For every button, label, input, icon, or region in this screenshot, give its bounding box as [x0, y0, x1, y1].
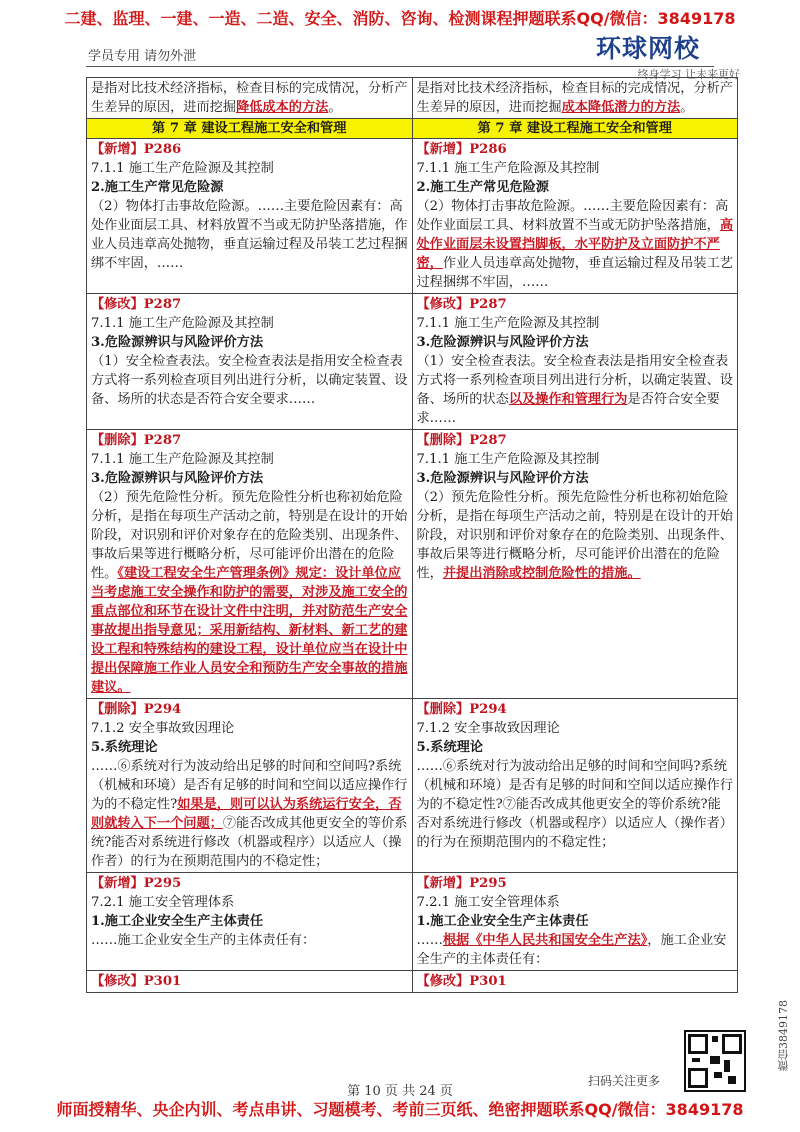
section-heading: 7.1.1 施工生产危险源及其控制 [416, 452, 600, 467]
old-cell [87, 971, 413, 993]
section-heading: 7.1.1 施工生产危险源及其控制 [416, 316, 600, 331]
cell-text: ⑦能否改成其他更安全的等价系统?能否对系统进行修改（机器或程序）以适应人（操作者）的行为在预期范围内的不稳定性； [91, 816, 408, 869]
change-tag: 【新增】P286 [416, 142, 507, 157]
table-row [87, 971, 738, 993]
chapter-title-old: 第 7 章 建设工程施工安全和管理 [87, 119, 413, 139]
section-heading: 7.2.1 施工安全管理体系 [416, 895, 560, 910]
highlight-text: 成本降低潜力的方法 [561, 100, 681, 115]
logo-slogan: 终身学习 让未来更好 [637, 68, 740, 81]
subsection-heading: 2.施工生产常见危险源 [416, 180, 549, 195]
new-cell [412, 139, 738, 294]
table-row [87, 873, 738, 971]
cell-text: ，施工企业安全生产的主体责任有： [416, 933, 727, 967]
new-cell [412, 971, 738, 993]
new-cell [412, 430, 738, 699]
highlight-text: 如果是，则可以认为系统运行安全，否则就转入下一个问题； [91, 797, 402, 831]
cell-text: （2）物体打击事故危险源。……主要危险因素有：高处作业面层工具、材料放置不当或无防护坠落措施，作业人员违章高处抛物，垂直运输过程及吊装工艺过程捆绑不牢固，…… [91, 199, 408, 271]
old-cell [87, 139, 413, 294]
change-tag: 【修改】P301 [91, 974, 182, 989]
new-cell [412, 873, 738, 971]
cell-text: 。 [680, 100, 694, 115]
cell-text: （2）物体打击事故危险源。……主要危险因素有：高处作业面层工具、材料放置不当或无防护坠落措施， [416, 199, 729, 233]
section-heading: 7.1.1 施工生产危险源及其控制 [91, 452, 274, 467]
cell-text: 。 [328, 100, 342, 115]
chapter-title-new: 第 7 章 建设工程施工安全和管理 [412, 119, 738, 139]
change-tag: 【修改】P301 [416, 974, 507, 989]
new-cell [412, 699, 738, 873]
highlight-text: 《建设工程安全生产管理条例》规定：设计单位应当考虑施工安全操作和防护的需要，对涉及施工安全的重点部位和环节在设计文件中注明，并对防范生产安全事故提出指导意见；采用新结构、新材料、新工艺的建设工程和特殊结构的建设工程，设计单位应当在设计中提出保障施工作业人员安全和预防生产安全事故的措施建议。 [91, 566, 408, 695]
subsection-heading: 3.危险源辨识与风险评价方法 [91, 335, 264, 350]
logo-name: 环球网校 [596, 34, 701, 63]
highlight-text: 并提出消除或控制危险性的措施。 [442, 566, 641, 581]
subsection-heading: 5.系统理论 [91, 740, 158, 755]
old-cell [87, 699, 413, 873]
table-row [87, 294, 738, 430]
old-cell [87, 430, 413, 699]
subsection-heading: 5.系统理论 [416, 740, 484, 755]
highlight-text: 以及操作和管理行为 [508, 392, 628, 407]
cell-text: ……⑥系统对行为波动给出足够的时间和空间吗?系统（机械和环境）是否有足够的时间和空间以适应操作行为的不稳定性?⑦能否改成其他更安全的等价系统?能否对系统进行修改（机器或程序）以适应人（操作者）的行为在预期范围内的不稳定性； [416, 759, 733, 850]
new-cell [412, 294, 738, 430]
cell-text: 是否符合安全要求…… [416, 392, 720, 426]
qr-code-icon[interactable] [684, 1030, 746, 1092]
chapter-header-row [87, 119, 738, 139]
subsection-heading: 1.施工企业安全生产主体责任 [91, 914, 264, 929]
header-confidential-note: 学员专用 请勿外泄 [88, 49, 197, 64]
header-divider [86, 66, 714, 67]
new-cell [412, 78, 738, 119]
cell-text: （2）预先危险性分析。预先危险性分析也称初始危险分析，是指在每项生产活动之前，特别是在设计的开始阶段，对识别和评价对象存在的危险类别、出现条件、事故后果等进行概略分析，尽可能评价出潜在的危险性。 [91, 490, 408, 581]
section-heading: 7.2.1 施工安全管理体系 [91, 895, 235, 910]
old-cell [87, 873, 413, 971]
cell-text: 是指对比技术经济指标，检查目标的完成情况，分析产生差异的原因，进而挖掘 [91, 81, 408, 115]
top-contact-banner: 二建、监理、一建、一造、二造、安全、消防、咨询、检测课程押题联系QQ/微信：3849178 [64, 9, 736, 28]
section-heading: 7.1.2 安全事故致因理论 [91, 721, 235, 736]
cell-text: …… [416, 933, 443, 948]
section-heading: 7.1.2 安全事故致因理论 [416, 721, 560, 736]
cell-text: ……施工企业安全生产的主体责任有： [91, 933, 316, 948]
page-number: 第 10 页 共 24 页 [347, 1084, 453, 1099]
change-tag: 【新增】P295 [91, 876, 182, 891]
cell-text: 是指对比技术经济指标，检查目标的完成情况，分析产生差异的原因，进而挖掘 [416, 81, 733, 115]
cell-text: （1）安全检查表法。安全检查表法是指用安全检查表方式将一系列检查项目列出进行分析，以确定装置、设备、场所的状态 [416, 354, 733, 407]
subsection-heading: 1.施工企业安全生产主体责任 [416, 914, 589, 929]
table-row [87, 699, 738, 873]
table-row [87, 430, 738, 699]
change-tag: 【删除】P294 [416, 702, 507, 717]
section-heading: 7.1.1 施工生产危险源及其控制 [91, 161, 274, 176]
change-tag: 【新增】P295 [416, 876, 507, 891]
table-row [87, 139, 738, 294]
change-tag: 【修改】P287 [416, 297, 507, 312]
brand-logo [596, 34, 746, 82]
subsection-heading: 3.危险源辨识与风险评价方法 [416, 335, 589, 350]
cell-text: （1）安全检查表法。安全检查表法是指用安全检查表方式将一系列检查项目列出进行分析，以确定装置、设备、场所的状态是否符合安全要求…… [91, 354, 408, 407]
scan-prompt: 扫码关注更多 [588, 1074, 661, 1088]
highlight-text: 高处作业面层未设置挡脚板，水平防护及立面防护不严密， [416, 218, 733, 271]
bottom-contact-banner: 师面授精华、央企内训、考点串讲、习题模考、考前三页纸、绝密押题联系QQ/微信：3849178 [56, 1100, 744, 1119]
change-tag: 【删除】P287 [416, 433, 507, 448]
section-heading: 7.1.1 施工生产危险源及其控制 [91, 316, 274, 331]
old-cell [87, 78, 413, 119]
section-heading: 7.1.1 施工生产危险源及其控制 [416, 161, 600, 176]
change-tag: 【修改】P287 [91, 297, 182, 312]
change-tag: 【删除】P294 [91, 702, 182, 717]
subsection-heading: 3.危险源辨识与风险评价方法 [91, 471, 264, 486]
highlight-text: 根据《中华人民共和国安全生产法》 [442, 933, 648, 948]
cell-text: 作业人员违章高处抛物，垂直运输过程及吊装工艺过程捆绑不牢固，…… [416, 256, 733, 290]
subsection-heading: 3.危险源辨识与风险评价方法 [416, 471, 589, 486]
highlight-text: 降低成本的方法 [236, 100, 329, 115]
subsection-heading: 2.施工生产常见危险源 [91, 180, 224, 195]
table-row [87, 78, 738, 119]
old-cell [87, 294, 413, 430]
comparison-table [86, 77, 738, 993]
cell-text: ……⑥系统对行为波动给出足够的时间和空间吗?系统（机械和环境）是否有足够的时间和空间以适应操作行为的不稳定性? [91, 759, 408, 812]
vertical-contact-text: 微信3849178 [777, 1000, 790, 1071]
cell-text: （2）预先危险性分析。预先危险性分析也称初始危险分析，是指在每项生产活动之前，特别是在设计的开始阶段，对识别和评价对象存在的危险类别、出现条件、事故后果等进行概略分析，尽可能评价出潜在的危险性， [416, 490, 733, 581]
change-tag: 【新增】P286 [91, 142, 182, 157]
change-tag: 【删除】P287 [91, 433, 182, 448]
